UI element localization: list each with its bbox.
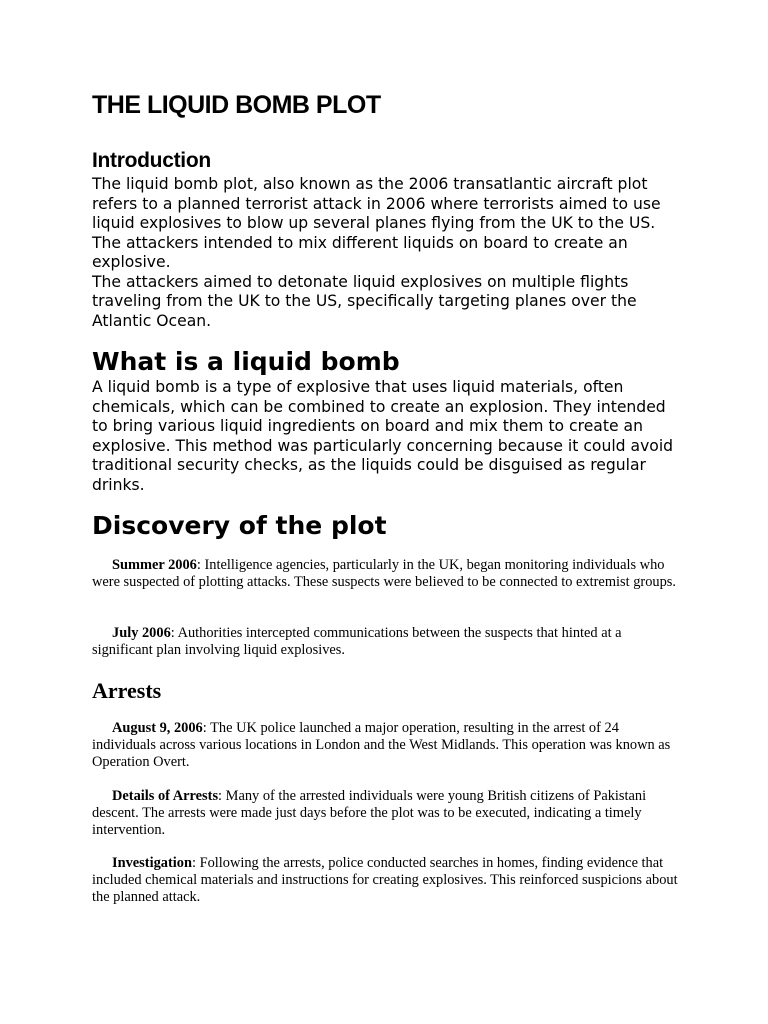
discovery-heading: Discovery of the plot (92, 511, 387, 540)
arrests-heading: Arrests (92, 678, 162, 703)
arrests-item-text: : Many of the arrested individuals were young British citizens of Pakistani descent. The arrests were made just days before the plot was to be executed, indicating a timely intervention. (92, 788, 647, 838)
arrests-item-label: Investigation (112, 855, 192, 871)
document-title: THE LIQUID BOMB PLOT (92, 91, 381, 119)
discovery-item-text: : Authorities intercepted communications between the suspects that hinted at a significant plan involving liquid explosives. (92, 625, 622, 658)
discovery-item-july-2006 (92, 625, 682, 659)
discovery-item-label: July 2006 (112, 625, 171, 641)
liquid-bomb-body (92, 378, 682, 495)
arrests-item-text: : Following the arrests, police conducted searches in homes, finding evidence that included chemical materials and instructions for creating explosives. This reinforced suspicions about the planned attack. (92, 855, 678, 905)
introduction-heading: Introduction (92, 149, 211, 172)
arrests-item-investigation (92, 855, 682, 906)
arrests-item-august-9 (92, 720, 682, 771)
discovery-item-summer-2006 (92, 557, 682, 591)
liquid-bomb-heading: What is a liquid bomb (92, 347, 400, 376)
introduction-paragraph-2: The attackers aimed to detonate liquid explosives on multiple flights traveling from the UK to the US, specifically targeting planes over the Atlantic Ocean. (92, 272, 637, 330)
arrests-item-label: August 9, 2006 (112, 720, 203, 736)
introduction-paragraph-1: The liquid bomb plot, also known as the 2006 transatlantic aircraft plot refers to a planned terrorist attack in 2006 where terrorists aimed to use liquid explosives to blow up several planes flying from the UK to the US. The attackers intended to mix different liquids on board to create an explosive. (92, 175, 661, 271)
arrests-item-text: : The UK police launched a major operation, resulting in the arrest of 24 individuals across various locations in London and the West Midlands. This operation was known as Operation Overt. (92, 720, 671, 770)
discovery-item-label: Summer 2006 (112, 557, 197, 573)
arrests-item-details (92, 788, 682, 839)
liquid-bomb-paragraph: A liquid bomb is a type of explosive that uses liquid materials, often chemicals, which can be combined to create an explosion. They intended to bring various liquid ingredients on board and mix them to create an explosive. This method was particularly concerning because it could avoid traditional security checks, as the liquids could be disguised as regular drinks. (92, 378, 674, 494)
discovery-item-text: : Intelligence agencies, particularly in the UK, began monitoring individuals who were suspected of plotting attacks. These suspects were believed to be connected to extremist groups. (92, 557, 676, 590)
introduction-body (92, 175, 682, 331)
arrests-item-label: Details of Arrests (112, 788, 219, 804)
